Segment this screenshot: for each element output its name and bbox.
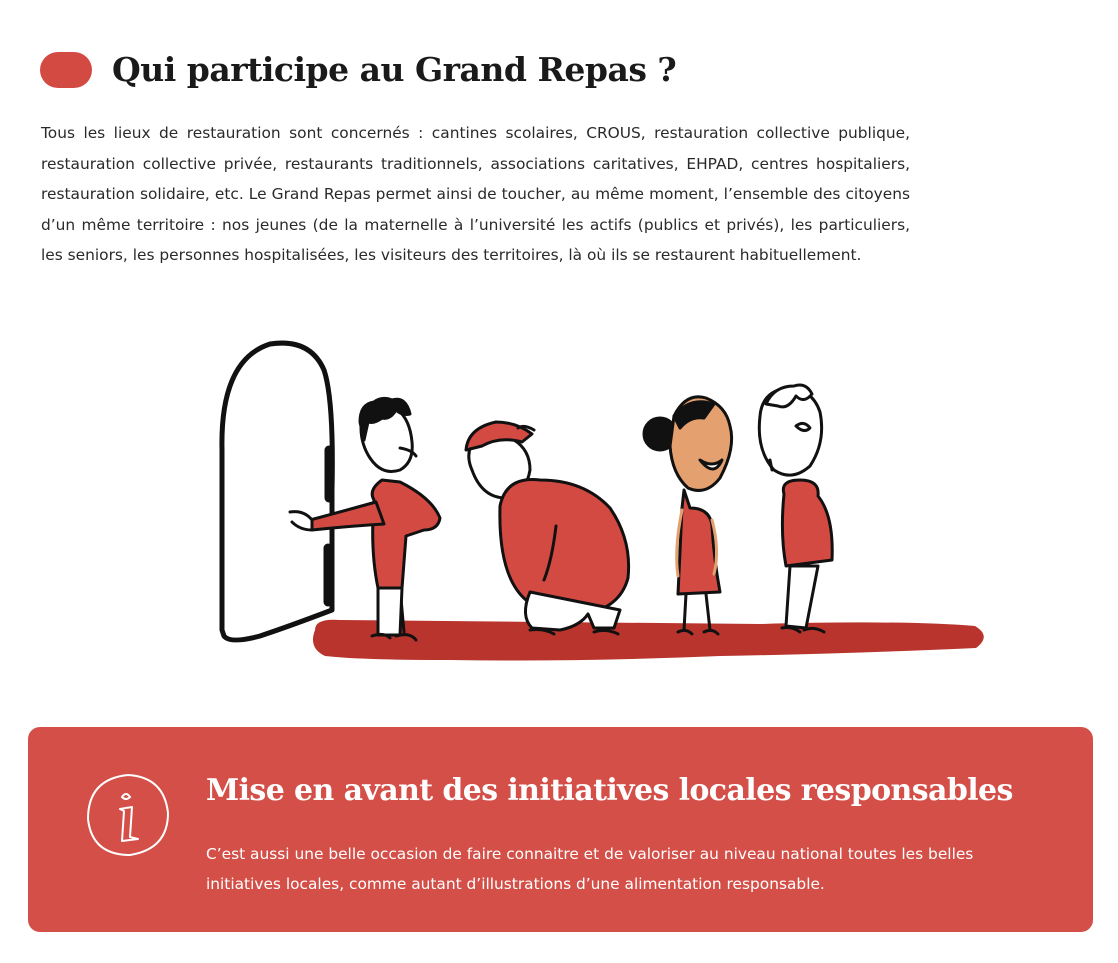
info-text: C’est aussi une belle occasion de faire connaitre et de valoriser au niveau national toutes les belles initiatives locales, comme autant d’illustrations d’une alimentation responsable.	[206, 845, 974, 893]
info-icon	[82, 769, 174, 861]
section-body-text: Tous les lieux de restauration sont concernés : cantines scolaires, CROUS, restauration collective publique, restauration collective privée, restaurants traditionnels, associations caritatives, EHPAD, centres hospitaliers, restauration solidaire, etc. Le Grand Repas permet ainsi de toucher, au même moment, l’ensemble des citoyens d’un même territoire : nos jeunes (de la maternelle à l’université les actifs (publics et privés), les particuliers, les seniors, les personnes hospitalisées, les visiteurs des territoires, là où ils se restaurent habituellement.	[41, 124, 910, 264]
section-header	[40, 50, 676, 89]
info-title: Mise en avant des initiatives locales responsables	[206, 773, 1013, 808]
people-queue-illustration	[200, 330, 1000, 675]
info-callout	[28, 727, 1093, 932]
title-bullet-shape	[40, 52, 92, 88]
section-title: Qui participe au Grand Repas ?	[112, 50, 677, 89]
